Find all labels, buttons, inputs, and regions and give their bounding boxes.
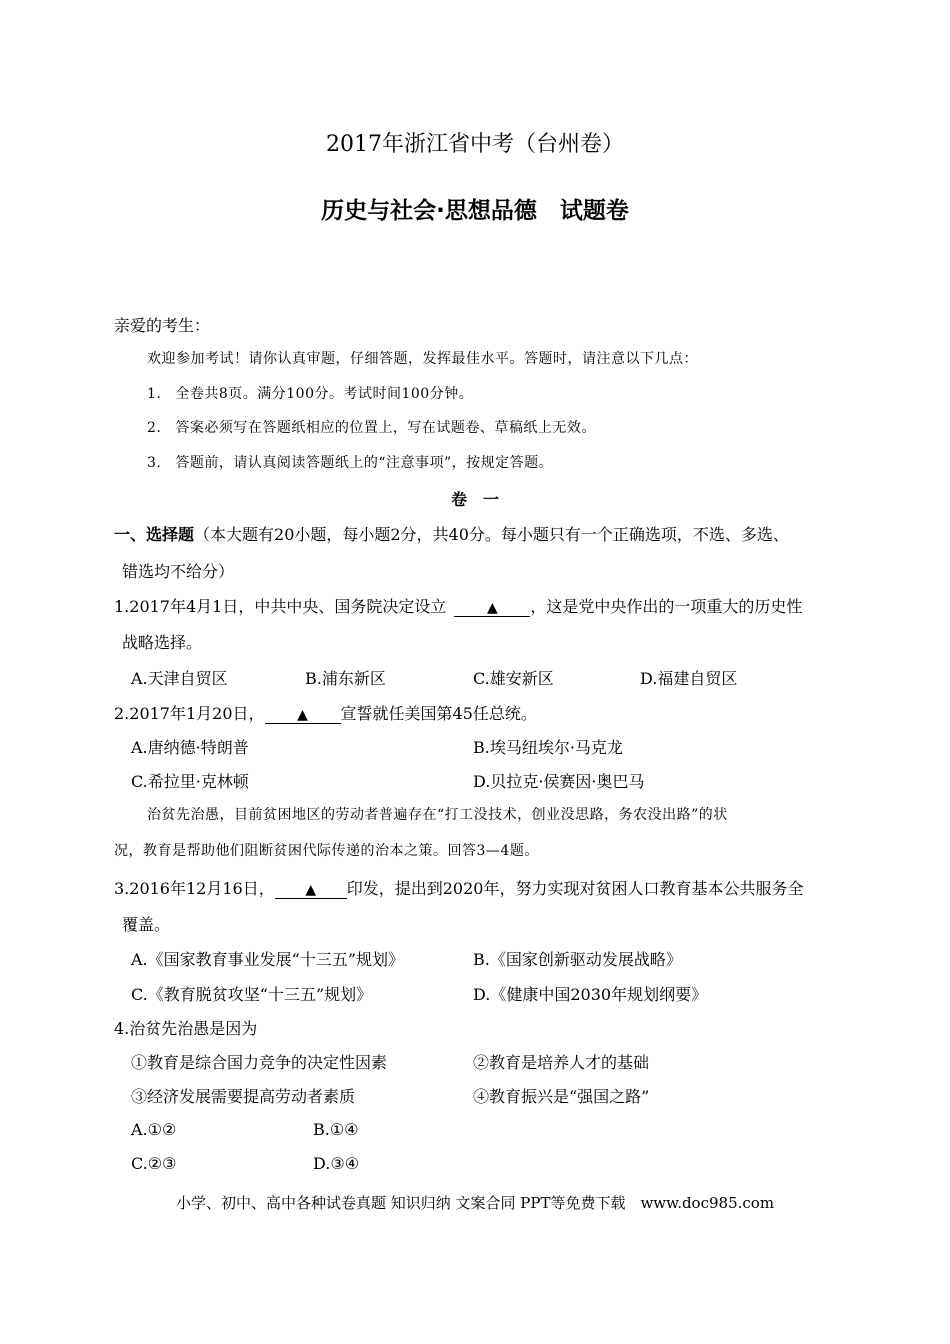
q2-pre: 2.2017年1月20日， — [114, 704, 265, 723]
note-3 — [147, 452, 553, 472]
q4-option-c: C.②③ — [131, 1154, 177, 1173]
material-line1: 治贫先治愚，目前贫困地区的劳动者普遍存在“打工没技术，创业没思路，务农没出路”的状 — [147, 807, 728, 823]
welcome-text: 欢迎参加考试！请你认真审题，仔细答题，发挥最佳水平。答题时，请注意以下几点： — [147, 351, 698, 367]
q1-post: ，这是党中央作出的一项重大的历史性 — [530, 597, 803, 616]
q1-option-d: D.福建自贸区 — [640, 669, 738, 688]
triangle-icon: ▲ — [297, 707, 308, 723]
answer-blank — [275, 881, 347, 899]
q2-option-d: D.贝拉克·侯赛因·奥巴马 — [473, 772, 645, 791]
q1-option-b: B.浦东新区 — [305, 669, 386, 688]
q1-pre: 1.2017年4月1日，中共中央、国务院决定设立 — [114, 597, 447, 616]
question-4-stem: 4.治贫先治愚是因为 — [114, 1019, 258, 1038]
answer-blank — [265, 706, 341, 724]
answer-blank — [454, 599, 530, 617]
q1-option-c: C.雄安新区 — [473, 669, 554, 688]
q1-option-a: A.天津自贸区 — [131, 669, 228, 688]
section-desc-line2: 错选均不给分） — [122, 562, 235, 581]
triangle-icon: ▲ — [305, 882, 317, 898]
q2-option-b: B.埃马纽埃尔·马克龙 — [473, 738, 623, 757]
q4-option-a: A.①② — [131, 1120, 177, 1139]
q3-post: 印发，提出到2020年，努力实现对贫困人口教育基本公共服务全 — [346, 879, 804, 898]
q3-option-c: C.《教育脱贫攻坚“十三五”规划》 — [131, 985, 373, 1004]
q3-option-a: A.《国家教育事业发展“十三五”规划》 — [131, 950, 405, 969]
question-3-line2: 覆盖。 — [122, 915, 171, 934]
q4-item-1: ①教育是综合国力竞争的决定性因素 — [131, 1053, 388, 1072]
note-number: 3. — [147, 455, 162, 471]
page-footer: 小学、初中、高中各种试卷真题 知识归纳 文案合同 PPT等免费下载 www.doc985.com — [175, 1194, 775, 1212]
q2-option-c: C.希拉里·克林顿 — [131, 772, 249, 791]
section-title: 一、选择题 — [114, 525, 195, 544]
volume-heading: 卷 一 — [450, 490, 499, 509]
material-line2: 况，教育是帮助他们阻断贫困代际传递的治本之策。回答3—4题。 — [114, 843, 539, 859]
question-1-line2: 战略选择。 — [122, 633, 203, 652]
note-2 — [147, 417, 596, 437]
question-1-stem — [114, 594, 802, 617]
q4-option-d: D.③④ — [313, 1154, 360, 1173]
question-3-stem — [114, 876, 803, 899]
greeting: 亲爱的考生： — [114, 316, 211, 335]
q3-option-b: B.《国家创新驱动发展战略》 — [473, 950, 682, 969]
q4-item-4: ④教育振兴是“强国之路” — [473, 1087, 650, 1106]
note-text: 答题前，请认真阅读答题纸上的“注意事项”，按规定答题。 — [175, 455, 554, 471]
q4-option-b: B.①④ — [313, 1120, 359, 1139]
note-text: 答案必须写在答题纸相应的位置上，写在试题卷、草稿纸上无效。 — [175, 420, 596, 436]
note-text: 全卷共8页。满分100分。考试时间100分钟。 — [175, 386, 474, 402]
q3-option-d: D.《健康中国2030年规划纲要》 — [473, 985, 708, 1004]
q3-pre: 3.2016年12月16日， — [114, 879, 275, 898]
q2-option-a: A.唐纳德·特朗普 — [131, 738, 249, 757]
note-number: 2. — [147, 420, 162, 436]
triangle-icon: ▲ — [486, 600, 498, 616]
section-desc: （本大题有20小题，每小题2分，共40分。每小题只有一个正确选项，不选、多选、 — [194, 525, 789, 544]
q4-item-3: ③经济发展需要提高劳动者素质 — [131, 1087, 356, 1106]
exam-subtitle: 历史与社会·思想品德 试题卷 — [321, 198, 629, 224]
exam-title: 2017年浙江省中考（台州卷） — [326, 132, 624, 157]
q2-post: 宣誓就任美国第45任总统。 — [340, 704, 537, 723]
q4-item-2: ②教育是培养人才的基础 — [473, 1053, 650, 1072]
note-1 — [147, 383, 473, 403]
section-heading — [114, 522, 789, 545]
question-2-stem — [114, 701, 537, 724]
note-number: 1. — [147, 386, 162, 402]
